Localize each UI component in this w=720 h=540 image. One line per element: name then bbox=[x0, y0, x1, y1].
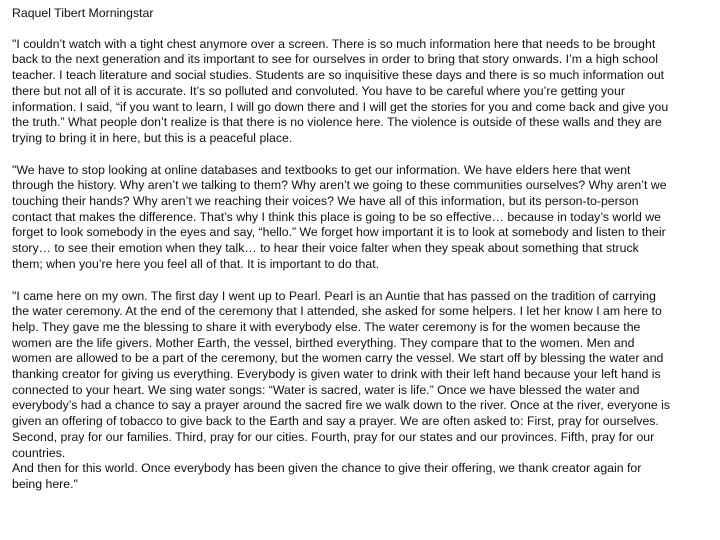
paragraph-line: teacher. I teach literature and social studies. Students are so inquisitive these days and there is so much information out bbox=[12, 68, 665, 83]
quote-body bbox=[12, 37, 712, 493]
author-name: Raquel Tibert Morningstar bbox=[12, 6, 154, 20]
document-page bbox=[12, 6, 712, 493]
paragraph-line: help. They gave me the blessing to share it with everybody else. The water ceremony is for the women because the bbox=[12, 319, 641, 334]
paragraph-line: women are the life givers. Mother Earth, the vessel, birthed everything. They compare that to the women. Men and bbox=[12, 335, 635, 350]
paragraph-line: Second, pray for our families. Third, pray for our cities. Fourth, pray for our states and our provinces. Fifth, pray for our bbox=[12, 429, 655, 444]
quote-paragraph bbox=[12, 163, 712, 273]
quote-paragraph bbox=[12, 289, 712, 493]
paragraph-line: And then for this world. Once everybody has been given the chance to give their offering, we thank creator again for bbox=[12, 461, 642, 476]
paragraph-line: everybody’s had a chance to say a prayer around the sacred fire we walk down to the river. Once at the river, everyone is bbox=[12, 398, 671, 413]
paragraph-line: connected to your heart. We sing water songs: “Water is sacred, water is life.” Once we have blessed the water and bbox=[12, 382, 640, 397]
paragraph-line: being here." bbox=[12, 476, 78, 491]
paragraph-line: through the history. Why aren’t we talking to them? Why aren’t we going to these communities ourselves? Why aren’t we bbox=[12, 178, 667, 193]
paragraph-line: countries. bbox=[12, 445, 66, 460]
paragraph-line: forget to look somebody in the eyes and say, “hello.” We forget how important it is to look at somebody and listen to their bbox=[12, 225, 666, 240]
paragraph-line: "We have to stop looking at online databases and textbooks to get our information. We have elders here that went bbox=[12, 162, 631, 177]
paragraph-line: "I came here on my own. The first day I went up to Pearl. Pearl is an Auntie that has passed on the tradition of carrying bbox=[12, 288, 656, 303]
paragraph-line: touching their hands? Why aren’t we reaching their voices? We have all of this information, but its person-to-person bbox=[12, 194, 639, 209]
paragraph-line: them; when you’re here you feel all of that. It is important to do that. bbox=[12, 256, 380, 271]
paragraph-line: thanking creator for giving us everything. Everybody is given water to drink with their left hand because your left hand is bbox=[12, 367, 661, 382]
paragraph-line: "I couldn’t watch with a tight chest anymore over a screen. There is so much information here that needs to be brought bbox=[12, 36, 656, 51]
paragraph-line: trying to bring it in here, but this is a peaceful place. bbox=[12, 130, 293, 145]
quote-paragraph bbox=[12, 37, 712, 147]
paragraph-line: contact that makes the difference. That’s why I think this place is going to be so effective… because in today’s world we bbox=[12, 209, 661, 224]
paragraph-line: the water ceremony. At the end of the ceremony that I attended, she asked for some helpers. I let her know I am here to bbox=[12, 304, 662, 319]
paragraph-line: back to the next generation and its important to see for ourselves in order to bring that story onwards. I’m a high school bbox=[12, 52, 658, 67]
paragraph-line: there but not all of it is accurate. It’s so polluted and convoluted. You have to be careful where you’re getting your bbox=[12, 83, 625, 98]
paragraph-line: the truth.” What people don’t realize is that there is no violence here. The violence is outside of these walls and they are bbox=[12, 115, 662, 130]
paragraph-line: story… to see their emotion when they talk… to hear their voice falter when they speak about something that struck bbox=[12, 241, 639, 256]
paragraph-line: women are allowed to be a part of the ceremony, but the women carry the vessel. We start off by blessing the water and bbox=[12, 351, 664, 366]
paragraph-line: information. I said, “if you want to learn, I will go down there and I will get the stories for you and come back and give you bbox=[12, 99, 669, 114]
paragraph-line: given an offering of tobacco to give back to the Earth and say a prayer. We are often asked to: First, pray for ourselves. bbox=[12, 414, 659, 429]
